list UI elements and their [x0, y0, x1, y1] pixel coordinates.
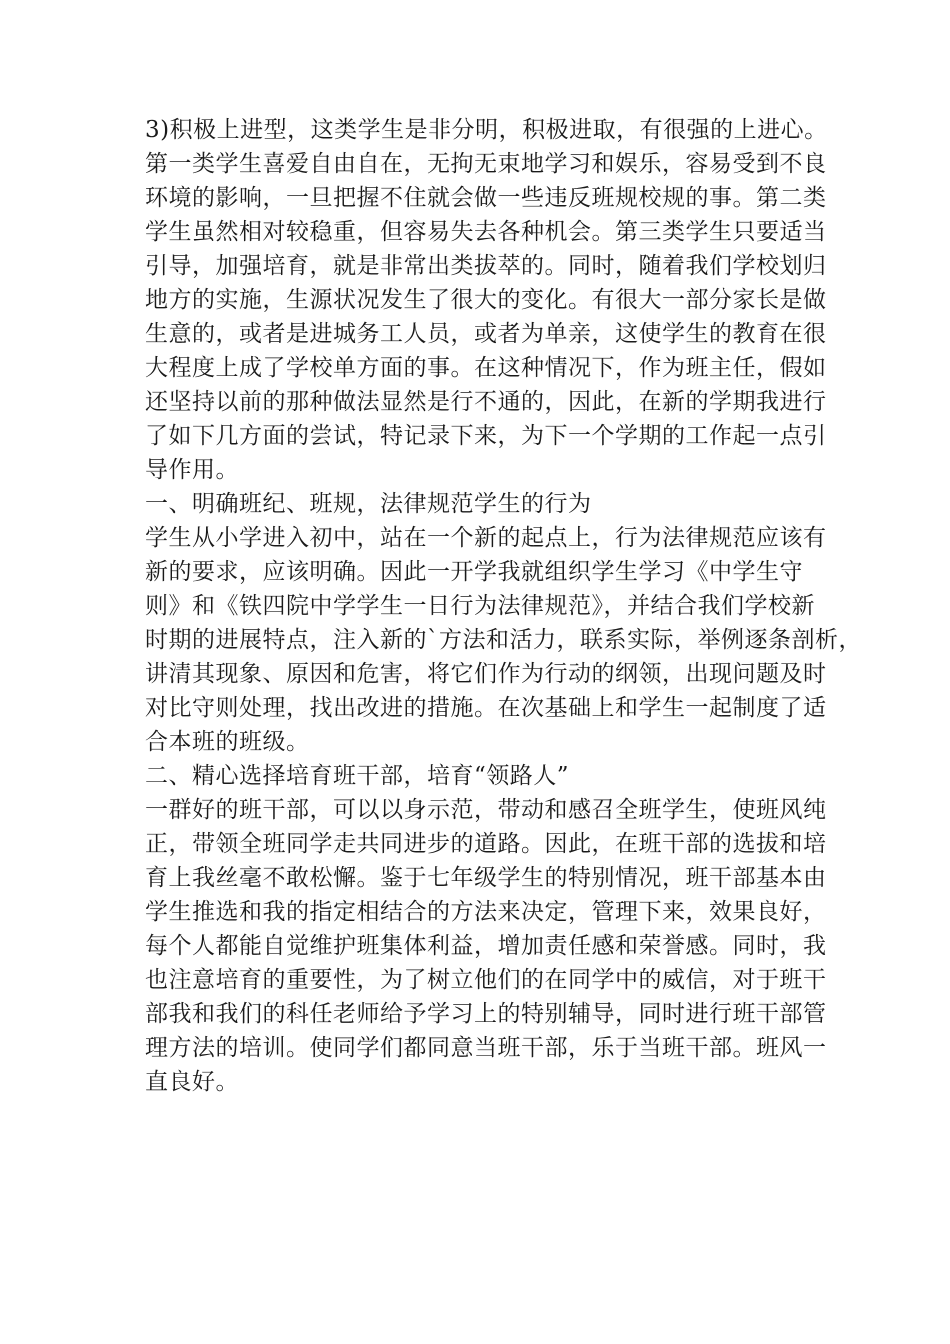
text-line: 部我和我们的科任老师给予学习上的特别辅导，同时进行班干部管 [145, 1001, 827, 1027]
text-line: 合本班的班级。 [145, 729, 310, 755]
text-line: 时期的进展特点，注入新的`方法和活力，联系实际，举例逐条剖析， [145, 627, 862, 653]
text-line: 育上我丝毫不敢松懈。鉴于七年级学生的特别情况，班干部基本由 [145, 865, 827, 891]
text-line: 也注意培育的重要性，为了树立他们的在同学中的威信，对于班干 [145, 967, 827, 993]
text-line: 导作用。 [145, 457, 239, 483]
text-line: 正，带领全班同学走共同进步的道路。因此，在班干部的选拔和培 [145, 831, 827, 857]
text-line: 一群好的班干部，可以以身示范，带动和感召全班学生，使班风纯 [145, 797, 827, 823]
text-line: 环境的影响，一旦把握不住就会做一些违反班规校规的事。第二类 [145, 185, 827, 211]
text-line: 讲清其现象、原因和危害，将它们作为行动的纲领，出现问题及时 [145, 661, 827, 687]
text-line: 每个人都能自觉维护班集体利益，增加责任感和荣誉感。同时，我 [145, 933, 827, 959]
text-line: 对比守则处理，找出改进的措施。在次基础上和学生一起制度了适 [145, 695, 827, 721]
text-line: 理方法的培训。使同学们都同意当班干部，乐于当班干部。班风一 [145, 1035, 827, 1061]
text-line: 地方的实施，生源状况发生了很大的变化。有很大一部分家长是做 [145, 287, 827, 313]
text-line: 新的要求，应该明确。因此一开学我就组织学生学习《中学生守 [145, 559, 803, 585]
document-body [145, 113, 862, 1099]
text-line: 3)积极上进型，这类学生是非分明，积极进取，有很强的上进心。 [145, 117, 828, 143]
text-line: 大程度上成了学校单方面的事。在这种情况下，作为班主任，假如 [145, 355, 827, 381]
text-line: 则》和《铁四院中学学生一日行为法律规范》，并结合我们学校新 [145, 593, 815, 619]
text-line: 直良好。 [145, 1069, 239, 1095]
text-line: 引导，加强培育，就是非常出类拔萃的。同时，随着我们学校划归 [145, 253, 827, 279]
text-line: 还坚持以前的那种做法显然是行不通的，因此，在新的学期我进行 [145, 389, 827, 415]
text-line: 学生从小学进入初中，站在一个新的起点上，行为法律规范应该有 [145, 525, 827, 551]
section-heading: 二、精心选择培育班干部，培育“领路人” [145, 763, 570, 789]
text-line: 生意的，或者是进城务工人员，或者为单亲，这使学生的教育在很 [145, 321, 827, 347]
text-line: 了如下几方面的尝试，特记录下来，为下一个学期的工作起一点引 [145, 423, 827, 449]
text-line: 学生推选和我的指定相结合的方法来决定，管理下来，效果良好， [145, 899, 827, 925]
section-heading: 一、明确班纪、班规，法律规范学生的行为 [145, 491, 592, 517]
text-line: 第一类学生喜爱自由自在，无拘无束地学习和娱乐，容易受到不良 [145, 151, 827, 177]
text-line: 学生虽然相对较稳重，但容易失去各种机会。第三类学生只要适当 [145, 219, 827, 245]
